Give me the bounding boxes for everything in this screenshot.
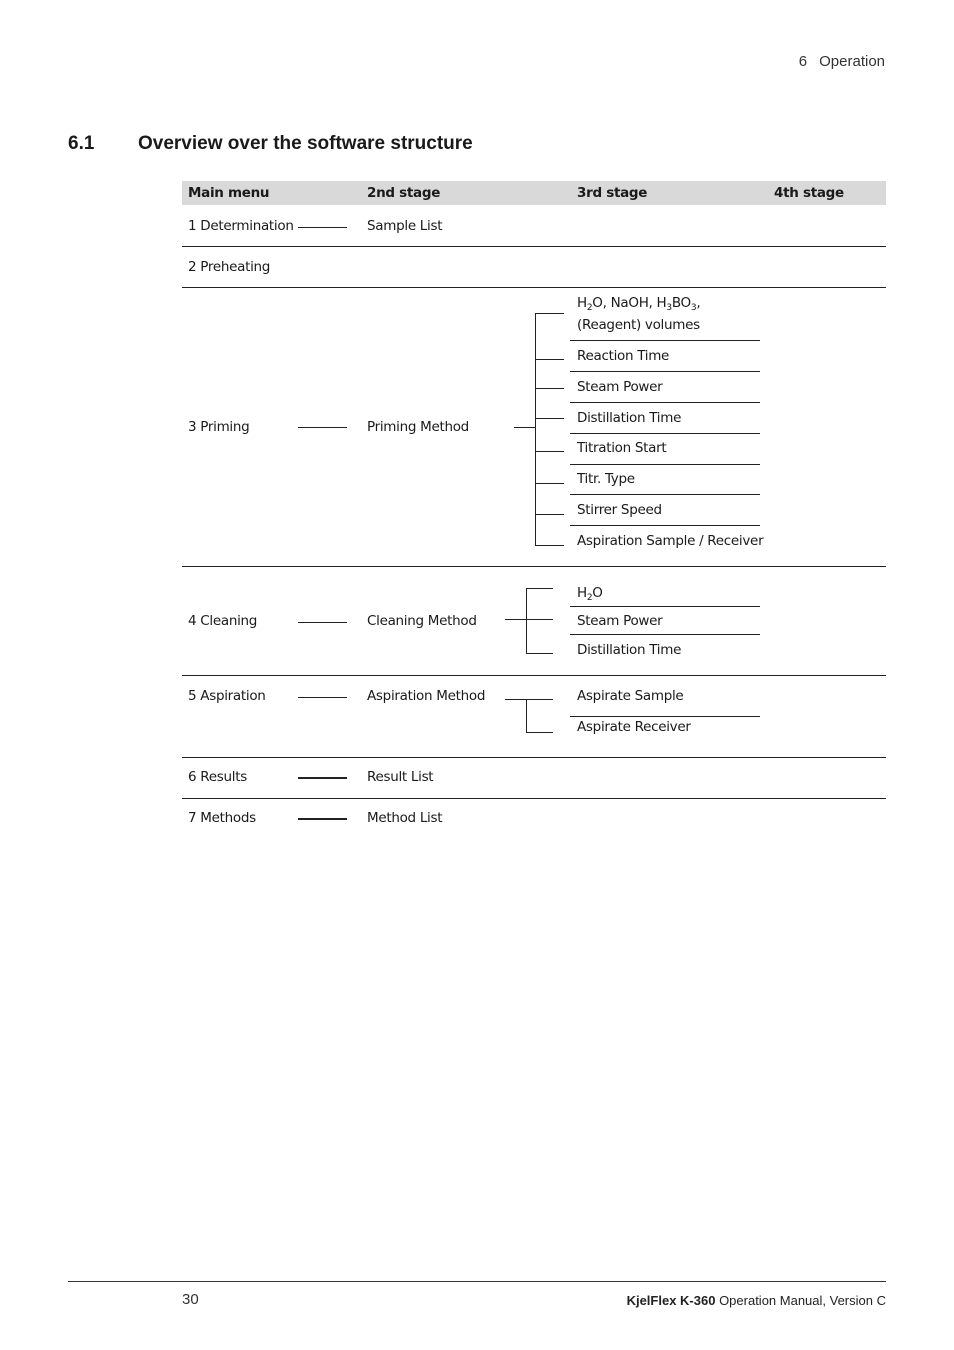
row-priming-main: 3 Priming [188,419,250,435]
branch-tick [526,588,553,589]
row-determination-second: Sample List [367,218,443,234]
row-priming-second: Priming Method [367,419,469,435]
connector-line [298,818,347,820]
sub-divider [570,464,760,465]
connector-line [298,227,347,228]
col-header-2nd-stage: 2nd stage [367,185,441,201]
page-number: 30 [182,1291,199,1308]
manual-version: Operation Manual, Version C [715,1293,886,1308]
branch-tick [535,451,564,452]
branch-tick [526,619,553,620]
sub-divider [570,340,760,341]
branch-tick [535,418,564,419]
row-results-second: Result List [367,769,434,785]
sub-divider [570,716,760,717]
priming-aspiration: Aspiration Sample / Receiver [577,533,764,549]
row-divider [182,246,886,247]
sub-divider [570,402,760,403]
row-cleaning-second: Cleaning Method [367,613,477,629]
sub-divider [570,525,760,526]
branch-trunk [526,588,527,654]
branch-tick [535,388,564,389]
branch-tick [535,313,564,314]
sub-divider [570,371,760,372]
connector-line [298,622,347,623]
aspiration-aspirate-receiver: Aspirate Receiver [577,719,691,735]
priming-steam-power: Steam Power [577,379,663,395]
col-header-3rd-stage: 3rd stage [577,185,648,201]
chapter-number: 6 [798,53,808,70]
row-methods-second: Method List [367,810,443,826]
connector-line [298,777,347,779]
priming-titration-start: Titration Start [577,440,667,456]
footer-title [627,1293,886,1308]
section-title: Overview over the software structure [138,133,473,154]
priming-distillation-time: Distillation Time [577,410,682,426]
priming-reagent-volumes: (Reagent) volumes [577,317,700,333]
row-determination-main: 1 Determination [188,218,294,234]
branch-trunk [526,699,527,733]
branch-tick [535,483,564,484]
sub-divider [570,494,760,495]
row-results-main: 6 Results [188,769,247,785]
col-header-main-menu: Main menu [188,185,270,201]
sub-divider [570,606,760,607]
sub-divider [570,433,760,434]
branch-connector [514,427,535,428]
branch-connector [505,699,553,700]
branch-tick [535,514,564,515]
branch-tick [535,359,564,360]
product-name: KjelFlex K-360 [626,1293,716,1308]
row-divider [182,675,886,676]
branch-tick [535,545,564,546]
priming-stirrer-speed: Stirrer Speed [577,502,662,518]
aspiration-aspirate-sample: Aspirate Sample [577,688,684,704]
chapter-title: Operation [819,53,885,70]
branch-trunk [535,313,536,545]
section-number: 6.1 [68,133,95,154]
row-preheating-main: 2 Preheating [188,259,271,275]
footer-rule [68,1281,886,1282]
row-divider [182,566,886,567]
cleaning-h2o: $H_2O$ [577,585,603,603]
row-aspiration-second: Aspiration Method [367,688,486,704]
running-header [787,53,885,70]
connector-line [298,427,347,428]
connector-line [298,697,347,698]
branch-connector [505,619,526,620]
branch-tick [526,732,553,733]
row-aspiration-main: 5 Aspiration [188,688,266,704]
row-divider [182,287,886,288]
sub-divider [570,634,760,635]
row-methods-main: 7 Methods [188,810,256,826]
row-cleaning-main: 4 Cleaning [188,613,258,629]
cleaning-steam-power: Steam Power [577,613,663,629]
priming-reagent-formula: $H_2O$, NaOH, $H_3BO_3$, [577,295,701,313]
branch-tick [526,653,553,654]
priming-titr-type: Titr. Type [577,471,635,487]
row-divider [182,798,886,799]
row-divider [182,757,886,758]
cleaning-distillation-time: Distillation Time [577,642,682,658]
priming-reaction-time: Reaction Time [577,348,670,364]
col-header-4th-stage: 4th stage [774,185,844,201]
